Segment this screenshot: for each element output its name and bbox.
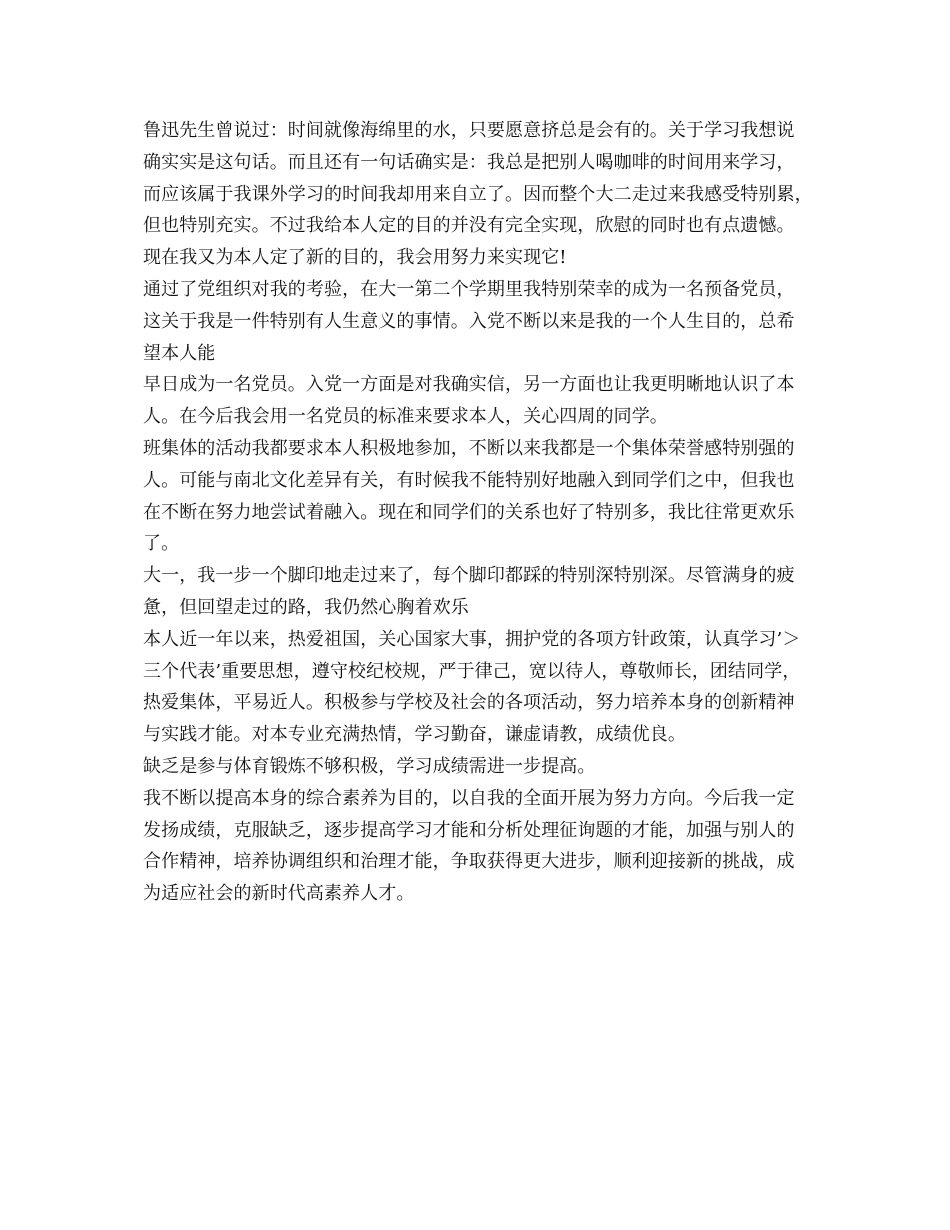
text-line: 人。在今后我会用一名党员的标准来要求本人，关心四周的同学。 xyxy=(143,406,668,428)
text-line: 通过了党组织对我的考验，在大一第二个学期里我特别荣幸的成为一名预备党员， xyxy=(143,278,795,300)
text-line: 与实践才能。对本专业充满热情，学习勤奋，谦虚请教，成绩优良。 xyxy=(143,724,686,746)
text-line: 发扬成绩，克服缺乏，逐步提高学习才能和分析处理征询题的才能，加强与别人的 xyxy=(143,819,795,841)
text-line: 人。可能与南北文化差异有关，有时候我不能特别好地融入到同学们之中，但我也 xyxy=(143,469,795,491)
text-line: 班集体的活动我都要求本人积极地参加，不断以来我都是一个集体荣誉感特别强的 xyxy=(143,437,795,459)
text-line: 但也特别充实。不过我给本人定的目的并没有完全实现，欣慰的同时也有点遗憾。 xyxy=(143,215,795,237)
text-line: 早日成为一名党员。入党一方面是对我确实信，另一方面也让我更明晰地认识了本 xyxy=(143,374,795,396)
text-line: 这关于我是一件特别有人生意义的事情。入党不断以来是我的一个人生目的，总希 xyxy=(143,310,795,332)
text-line: 鲁迅先生曾说过：时间就像海绵里的水，只要愿意挤总是会有的。关于学习我想说 xyxy=(143,120,795,141)
text-line: 缺乏是参与体育锻炼不够积极，学习成绩需进一步提高。 xyxy=(143,755,596,777)
text-line: 现在我又为本人定了新的目的，我会用努力来实现它! xyxy=(143,247,567,269)
text-line: 热爱集体，平易近人。积极参与学校及社会的各项活动，努力培养本身的创新精神 xyxy=(143,692,795,714)
text-line: 大一，我一步一个脚印地走过来了，每个脚印都踩的特别深特别深。尽管满身的疲 xyxy=(143,565,795,587)
text-line: 了。 xyxy=(143,533,180,555)
text-line: 三个代表’重要思想，遵守校纪校规，严于律己，宽以待人，尊敬师长，团结同学， xyxy=(143,660,801,682)
text-line: 惫，但回望走过的路，我仍然心胸着欢乐 xyxy=(143,596,469,618)
text-line: 望本人能 xyxy=(143,342,216,364)
text-line: 确实实是这句话。而且还有一句话确实是：我总是把别人喝咖啡的时间用来学习， xyxy=(143,151,795,173)
document-body xyxy=(143,115,833,910)
text-line: 本人近一年以来，热爱祖国，关心国家大事，拥护党的各项方针政策，认真学习’＞ xyxy=(143,628,801,650)
text-line: 为适应社会的新时代高素养人才。 xyxy=(143,883,415,905)
text-line: 合作精神，培养协调组织和治理才能，争取获得更大进步，顺利迎接新的挑战，成 xyxy=(143,851,795,873)
text-line: 我不断以提高本身的综合素养为目的，以自我的全面开展为努力方向。今后我一定 xyxy=(143,787,795,809)
text-line: 而应该属于我课外学习的时间我却用来自立了。因而整个大二走过来我感受特别累， xyxy=(143,183,813,205)
text-line: 在不断在努力地尝试着融入。现在和同学们的关系也好了特别多，我比往常更欢乐 xyxy=(143,501,795,523)
